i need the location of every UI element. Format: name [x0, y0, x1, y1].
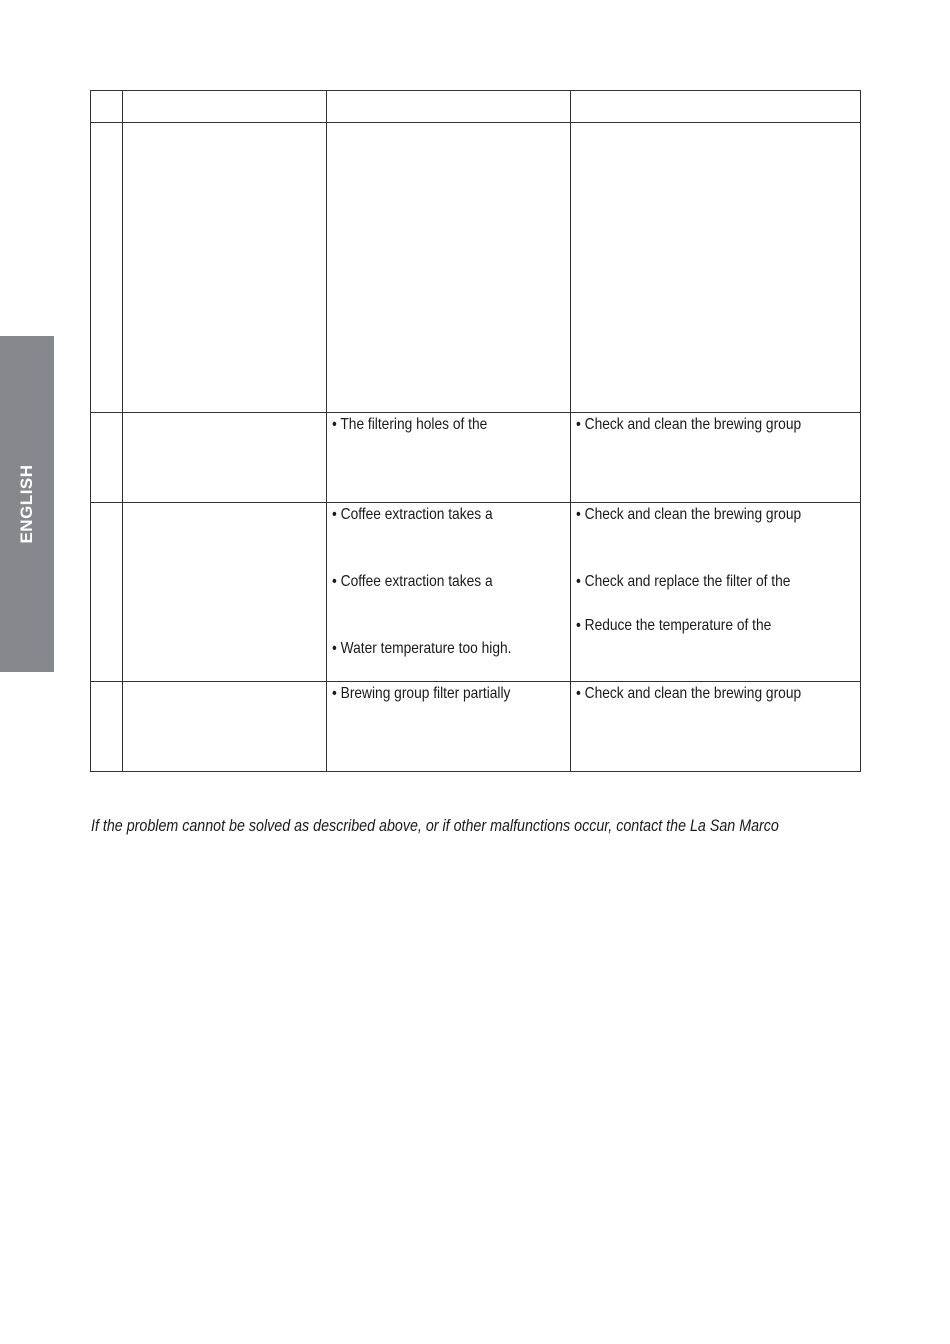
cause-cell	[327, 123, 571, 413]
cause-cell	[327, 503, 571, 682]
header-cause-cell	[327, 91, 571, 123]
header-problem-cell	[123, 91, 327, 123]
table-row	[91, 123, 861, 413]
solution-cell	[571, 413, 861, 503]
cause-bullet: • Coffee extraction takes a	[332, 573, 493, 590]
solution-cell	[571, 503, 861, 682]
table-row	[91, 682, 861, 772]
cause-cell	[327, 682, 571, 772]
troubleshooting-table	[90, 90, 861, 772]
cause-bullet: • Coffee extraction takes a	[332, 506, 493, 523]
row-number-cell	[91, 413, 123, 503]
solution-bullet: • Check and clean the brewing group	[576, 506, 802, 523]
table-row	[91, 503, 861, 682]
solution-bullet: • Check and clean the brewing group	[576, 416, 802, 433]
row-number-cell	[91, 123, 123, 413]
table-row	[91, 413, 861, 503]
footer-note: If the problem cannot be solved as described above, or if other malfunctions occur, contact the La San Marco	[91, 817, 779, 835]
problem-cell	[123, 503, 327, 682]
cause-bullet: • The filtering holes of the	[332, 416, 488, 433]
side-tab-label: ENGLISH	[17, 464, 36, 544]
solution-bullet: • Reduce the temperature of the	[576, 617, 772, 634]
problem-cell	[123, 682, 327, 772]
row-number-cell	[91, 682, 123, 772]
cause-bullet: • Brewing group filter partially	[332, 685, 511, 702]
problem-cell	[123, 413, 327, 503]
table-header-row	[91, 91, 861, 123]
row-number-cell	[91, 503, 123, 682]
solution-bullet: • Check and clean the brewing group	[576, 685, 802, 702]
solution-cell	[571, 682, 861, 772]
language-side-tab	[0, 336, 54, 672]
cause-cell	[327, 413, 571, 503]
header-number-cell	[91, 91, 123, 123]
header-solution-cell	[571, 91, 861, 123]
solution-bullet: • Check and replace the filter of the	[576, 573, 791, 590]
problem-cell	[123, 123, 327, 413]
solution-cell	[571, 123, 861, 413]
cause-bullet: • Water temperature too high.	[332, 640, 512, 657]
